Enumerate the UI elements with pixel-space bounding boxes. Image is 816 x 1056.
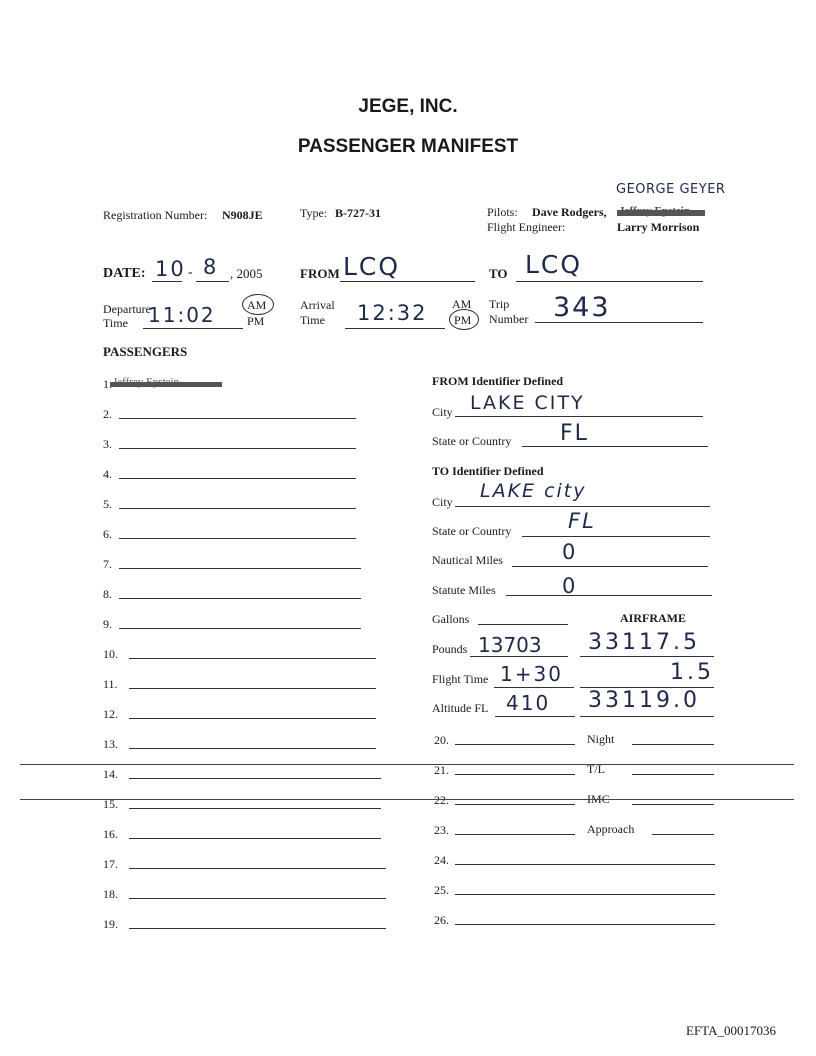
row-extra-label: Approach [587,822,635,836]
row-line [455,924,715,925]
trip-label-2: Number [489,312,529,326]
from-city-value: LAKE CITY [470,392,585,414]
row-number: 24. [434,853,449,867]
arrival-time: 12:32 [357,301,428,325]
departure-am: AM [247,298,267,312]
pilots-value: Dave Rodgers, [532,205,607,219]
row-number: 17. [103,857,118,871]
airframe-2-value: 1.5 [670,660,714,685]
date-day-line [196,281,229,282]
passenger-name-line [119,598,361,599]
airframe-3-line [580,716,714,717]
date-label: DATE: [103,266,146,281]
statute-line [506,595,712,596]
statute-label: Statute Miles [432,583,496,597]
document-id: EFTA_00017036 [686,1023,776,1038]
to-state-line [522,536,710,537]
gallons-line [478,624,568,625]
row-number: 23. [434,823,449,837]
row-number: 25. [434,883,449,897]
flight-time-value: 1+30 [500,662,563,686]
row-number: 9. [103,617,112,631]
row-number: 7. [103,557,112,571]
arrival-line [345,328,445,329]
row-extra-label: T/L [587,762,605,776]
row-number: 26. [434,913,449,927]
row-number: 15. [103,797,118,811]
gallons-label: Gallons [432,612,470,626]
passenger-name-line [129,928,386,929]
flight-time-label: Flight Time [432,672,489,686]
row-extra-line [652,834,714,835]
row-number: 6. [103,527,112,541]
redacted-passenger-name: Jeffrey Epstein [113,376,180,388]
scan-line-upper [20,764,794,765]
arrival-pm-circle [449,309,479,330]
to-state-label: State or Country [432,524,512,538]
row-number: 14. [103,767,118,781]
row-number: 4. [103,467,112,481]
passenger-name-line [129,718,376,719]
from-city-line [455,416,703,417]
from-identifier-heading: FROM Identifier Defined [432,374,564,388]
row-line [455,744,575,745]
departure-line [143,328,243,329]
date-day: 8 [203,255,219,279]
type-value: B-727-31 [335,206,381,220]
registration-value: N908JE [222,208,263,222]
arrival-pm: PM [454,313,472,327]
to-city-value: LAKE city [480,480,587,502]
date-month-line [152,281,182,282]
passenger-name-line [129,868,386,869]
arrival-label-2: Time [300,313,325,327]
engineer-label: Flight Engineer: [487,220,566,234]
passenger-name-line [129,778,381,779]
form-title: PASSENGER MANIFEST [297,136,519,157]
nautical-value: 0 [562,540,578,564]
row-number: 12. [103,707,118,721]
to-city-label: City [432,495,453,509]
from-state-value: FL [560,421,589,446]
row-number: 2. [103,407,112,421]
from-city-label: City [432,405,453,419]
date-year: , 2005 [230,266,263,281]
departure-label-1: Departure [103,302,151,316]
redacted-pilot-name: Jeffrey Epstein [619,205,690,217]
nautical-label: Nautical Miles [432,553,503,567]
row-number: 3. [103,437,112,451]
row-line [455,864,715,865]
passenger-name-line [129,748,376,749]
to-value: LCQ [525,250,583,279]
passenger-strikethrough [110,382,222,387]
flight-time-line [494,687,574,688]
passenger-name-line [119,628,361,629]
trip-label-1: Trip [489,297,510,311]
to-line [516,281,703,282]
pilots-label: Pilots: [487,205,518,219]
date-month: 10 [155,257,186,281]
pounds-value: 13703 [478,633,542,657]
airframe-3-value: 33119.0 [588,688,700,713]
row-line [455,774,575,775]
company-name: JEGE, INC. [358,96,458,117]
passenger-name-line [129,658,376,659]
nautical-line [512,566,708,567]
departure-label-2: Time [103,316,128,330]
row-number: 22. [434,793,449,807]
scan-line-lower [20,799,794,800]
to-identifier-heading: TO Identifier Defined [432,464,544,478]
arrival-am: AM [452,297,472,311]
to-label: TO [489,266,508,281]
pilot-strikethrough [617,210,705,216]
row-number: 11. [103,677,118,691]
row-number: 18. [103,887,118,901]
passenger-name-line [129,688,376,689]
engineer-value: Larry Morrison [617,220,700,234]
passenger-name-line [119,448,356,449]
row-extra-label: IMC [587,792,610,806]
passenger-name-line [129,838,381,839]
passenger-name-line [119,568,361,569]
from-label: FROM [300,266,340,281]
row-number: 13. [103,737,118,751]
to-state-value: FL [568,509,596,533]
row-number: 10. [103,647,118,661]
departure-pm: PM [247,314,265,328]
registration-label: Registration Number: [103,208,208,222]
pounds-label: Pounds [432,642,468,656]
altitude-value: 410 [506,691,551,715]
row-number: 20. [434,733,449,747]
passenger-name-line [119,478,356,479]
row-extra-line [632,744,714,745]
passenger-name-line [119,538,356,539]
passenger-name-line [119,418,356,419]
from-value: LCQ [343,252,401,281]
row-extra-line [632,804,714,805]
row-line [455,834,575,835]
departure-am-circle [242,294,274,315]
passengers-heading: PASSENGERS [103,344,188,359]
statute-value: 0 [562,574,578,598]
row-extra-label: Night [587,732,615,746]
row-line [455,804,575,805]
handwritten-pilot-name: GEORGE GEYER [616,182,726,197]
airframe-1-value: 33117.5 [588,630,700,655]
passenger-name-line [129,808,381,809]
row-number: 1. [103,377,112,391]
from-line [340,281,475,282]
airframe-1-line [580,656,714,657]
passenger-name-line [119,508,356,509]
from-state-label: State or Country [432,434,512,448]
row-number: 8. [103,587,112,601]
date-separator: - [188,265,193,280]
row-number: 21. [434,763,449,777]
to-city-line [455,506,710,507]
trip-number: 343 [553,292,611,323]
passenger-name-line [129,898,386,899]
row-extra-line [632,774,714,775]
arrival-label-1: Arrival [300,298,335,312]
departure-time: 11:02 [148,303,216,327]
from-state-line [522,446,708,447]
airframe-label: AIRFRAME [620,611,686,625]
type-label: Type: [300,206,328,220]
row-line [455,894,715,895]
row-number: 5. [103,497,112,511]
row-number: 19. [103,917,118,931]
row-number: 16. [103,827,118,841]
altitude-line [495,716,575,717]
altitude-label: Altitude FL [432,701,489,715]
